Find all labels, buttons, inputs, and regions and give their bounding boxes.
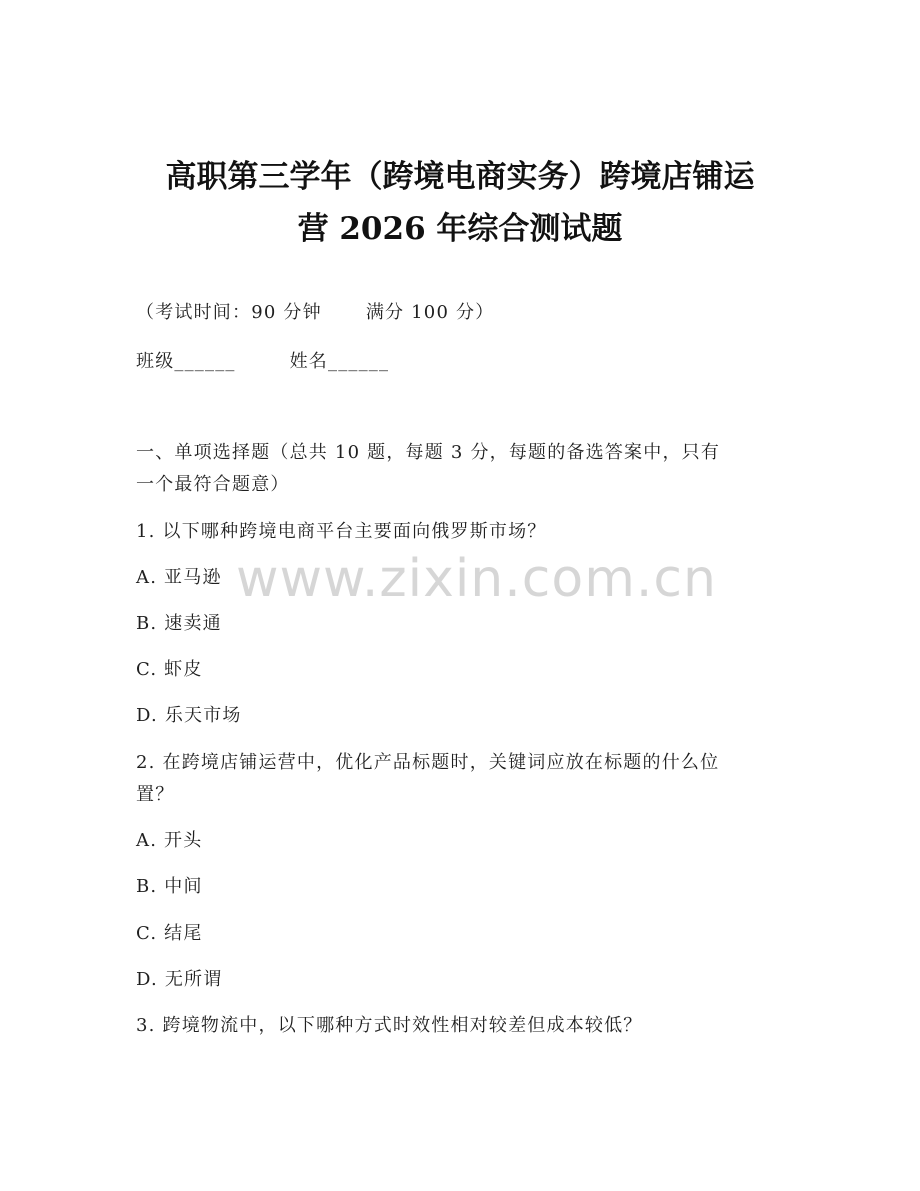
- student-info: [136, 349, 389, 375]
- question-1-stem: 1. 以下哪种跨境电商平台主要面向俄罗斯市场？: [136, 521, 547, 542]
- exam-info: [136, 300, 494, 326]
- question-1-option-b: B. 速卖通: [136, 613, 222, 634]
- exam-time: （考试时间：90 分钟: [136, 302, 322, 323]
- question-2-stem-line-1: 2. 在跨境店铺运营中，优化产品标题时，关键词应放在标题的什么位: [136, 752, 720, 773]
- watermark: www.zixin.com.cn: [236, 549, 717, 609]
- question-3-stem: 3. 跨境物流中，以下哪种方式时效性相对较差但成本较低？: [136, 1015, 643, 1036]
- section-heading-line-2: 一个最符合题意）: [136, 474, 290, 495]
- question-2-option-b: B. 中间: [136, 876, 203, 897]
- question-1-option-a: A. 亚马逊: [136, 567, 222, 588]
- section-heading-line-1: 一、单项选择题（总共 10 题，每题 3 分，每题的备选答案中，只有: [136, 442, 721, 463]
- name-field: 姓名______: [289, 351, 390, 372]
- question-2-option-c: C. 结尾: [136, 923, 203, 944]
- document-title-line-1: 高职第三学年（跨境电商实务）跨境店铺运: [165, 159, 755, 195]
- class-field: 班级______: [136, 351, 236, 372]
- question-2-stem-line-2: 置？: [136, 784, 175, 805]
- question-1-option-c: C. 虾皮: [136, 659, 203, 680]
- question-2-option-a: A. 开头: [136, 830, 203, 851]
- question-2-option-d: D. 无所谓: [136, 969, 223, 990]
- exam-full-score: 满分 100 分）: [365, 302, 495, 323]
- document-title-line-2: 营 2026 年综合测试题: [297, 211, 623, 247]
- question-1-option-d: D. 乐天市场: [136, 705, 242, 726]
